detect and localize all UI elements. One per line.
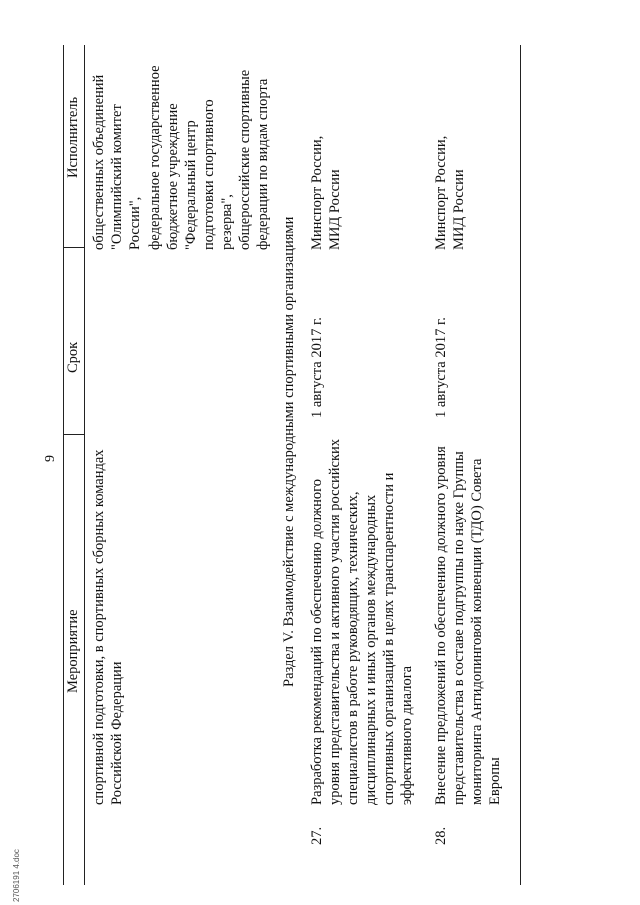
header-executor: Исполнитель bbox=[65, 96, 81, 178]
row-number: 28. bbox=[433, 826, 449, 845]
header-deadline: Срок bbox=[65, 341, 81, 373]
header-event: Мероприятие bbox=[65, 609, 81, 693]
continued-executor-line: России", bbox=[127, 196, 143, 250]
footer-stamp-text: 2706191 4.doc bbox=[12, 849, 21, 902]
row-deadline: 1 августа 2017 г. bbox=[433, 317, 449, 418]
row-event-line: мониторинга Антидопинговой конвенции (ТДО) Совета bbox=[469, 458, 485, 805]
footer-stamp bbox=[10, 849, 24, 902]
continued-executor-line: общероссийские спортивные bbox=[237, 69, 253, 250]
continued-event-line: спортивной подготовки, в спортивных сборных командах bbox=[91, 449, 107, 805]
row-deadline: 1 августа 2017 г. bbox=[309, 317, 325, 418]
section-title: Раздел V. Взаимодействие с международными спортивными организациями bbox=[281, 216, 297, 687]
row-event-line: эффективного диалога bbox=[399, 665, 415, 805]
row-event-line: уровня представительства и активного участия российских bbox=[327, 438, 343, 805]
continued-executor-line: "Олимпийский комитет bbox=[109, 104, 125, 250]
row-event-line: спортивных организаций в целях транспарентности и bbox=[381, 472, 397, 805]
row-executor-line: МИД России bbox=[327, 169, 343, 250]
row-executor-line: МИД России bbox=[451, 169, 467, 250]
continued-executor-line: федеральное государственное bbox=[147, 65, 163, 250]
row-number: 27. bbox=[309, 826, 325, 845]
row-executor-line: Минспорт России, bbox=[433, 135, 449, 250]
row-event-line: представительства в составе подгруппы по науке Группы bbox=[451, 451, 467, 805]
page-number: 9 bbox=[43, 455, 58, 462]
continued-executor-line: федерации по видам спорта bbox=[255, 78, 271, 250]
row-event-line: специалистов в работе руководящих, технических, bbox=[345, 491, 361, 805]
table-bottom-rule bbox=[520, 45, 521, 885]
continued-executor-line: бюджетное учреждение bbox=[165, 103, 181, 250]
header-divider-2 bbox=[63, 247, 84, 248]
row-executor-line: Минспорт России, bbox=[309, 135, 325, 250]
continued-executor-line: резерва", bbox=[219, 194, 235, 250]
continued-executor-line: общественных объединений bbox=[91, 74, 107, 250]
continued-event-line: Российской Федерации bbox=[109, 661, 125, 805]
header-bottom-rule bbox=[84, 45, 85, 885]
row-event-line: Европы bbox=[487, 757, 503, 805]
row-event-line: дисциплинарных и иных органов международных bbox=[363, 494, 379, 805]
header-divider-1 bbox=[63, 434, 84, 435]
continued-executor-line: "Федеральный центр bbox=[183, 120, 199, 250]
continued-executor-line: подготовки спортивного bbox=[201, 99, 217, 250]
row-event-line: Разработка рекомендаций по обеспечению должного bbox=[309, 478, 325, 805]
row-event-line: Внесение предложений по обеспечению должного уровня bbox=[433, 446, 449, 805]
